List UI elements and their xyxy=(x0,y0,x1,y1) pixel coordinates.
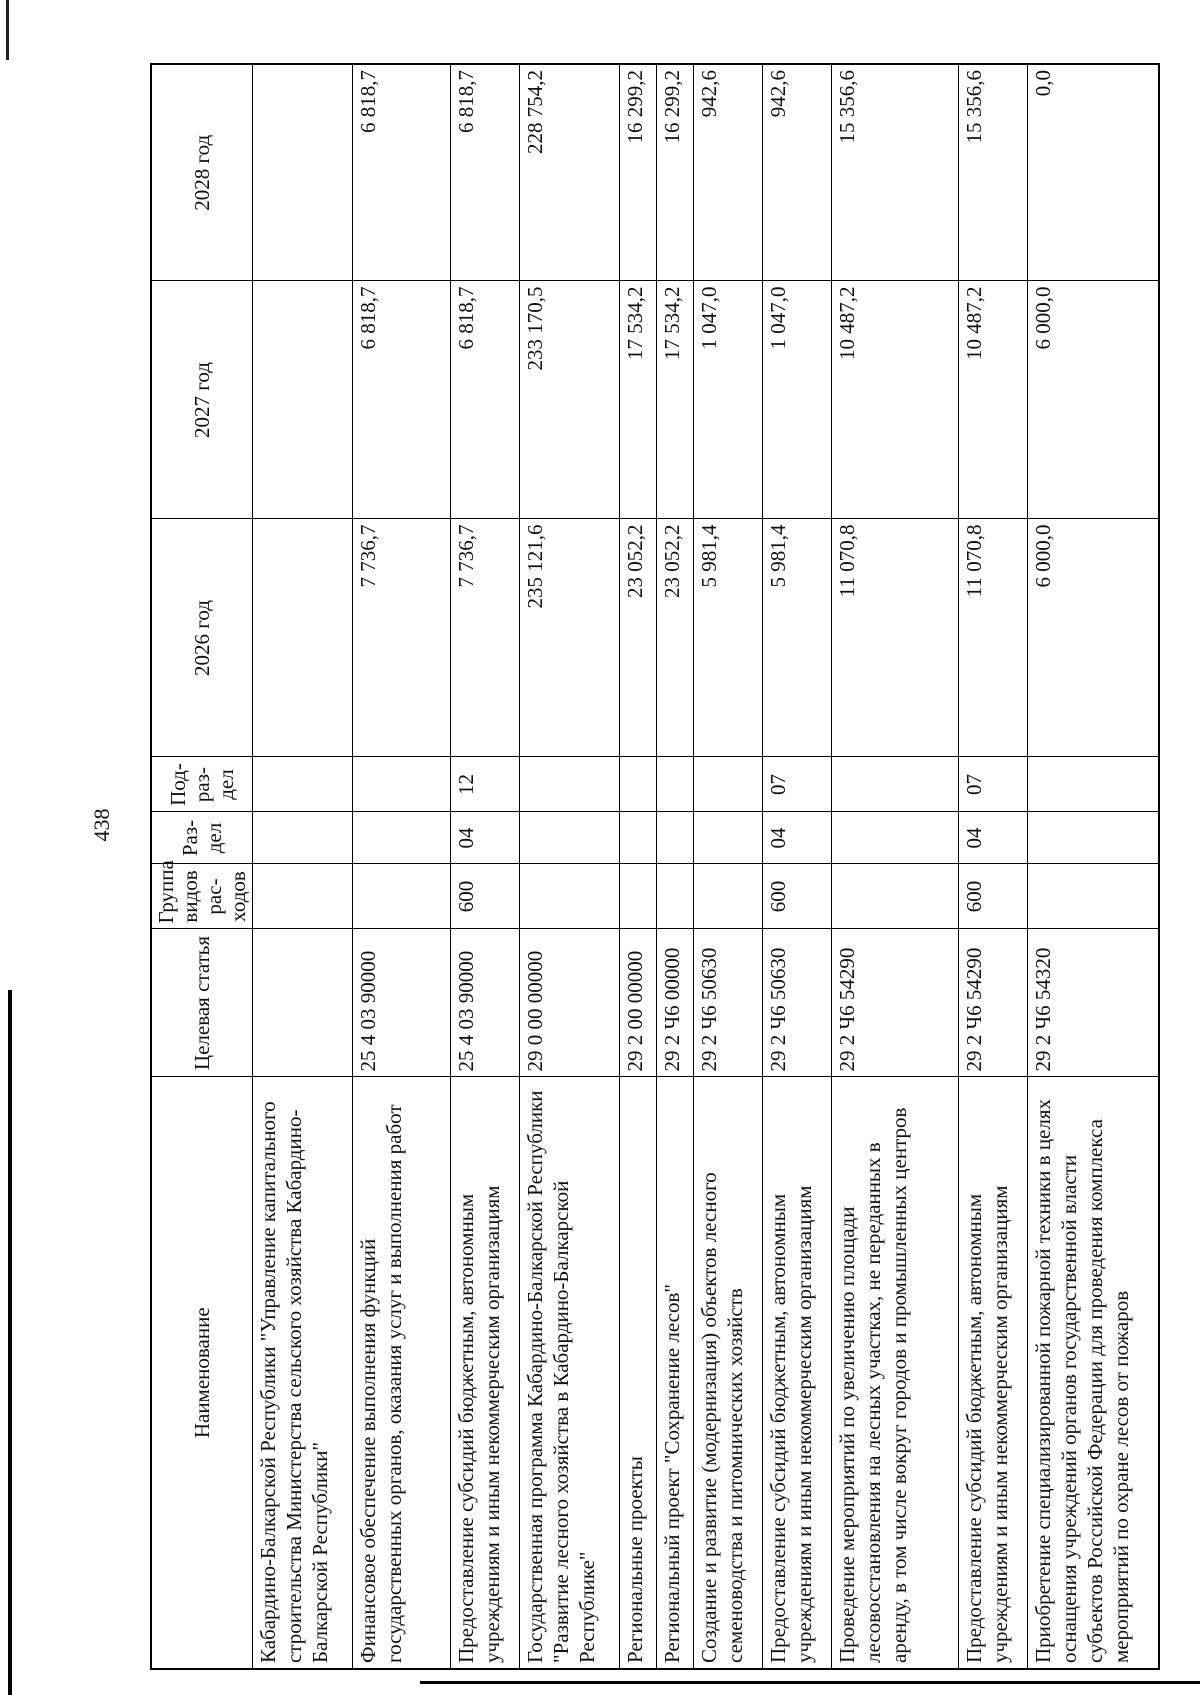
cell-name: Региональный проект "Сохранение лесов" xyxy=(657,1077,694,1669)
table-row xyxy=(253,64,353,1669)
table-row xyxy=(1027,64,1159,1669)
cell-target: 29 2 Ч6 54320 xyxy=(1027,929,1159,1077)
table-row xyxy=(959,64,1028,1669)
cell-name: Предоставление субсидий бюджетным, автономным учреждениям и иным некоммерческим организациям xyxy=(451,1077,520,1669)
cell-target: 25 4 03 90000 xyxy=(451,929,520,1077)
cell-2026: 23 052,2 xyxy=(657,519,694,757)
table-row xyxy=(694,64,763,1669)
header-target: Целевая статья xyxy=(151,929,253,1077)
header-section: Раз-дел xyxy=(151,812,253,864)
cell-subsection xyxy=(520,757,620,812)
cell-2026: 11 070,8 xyxy=(831,519,959,757)
cell-target xyxy=(253,929,353,1077)
cell-section xyxy=(831,812,959,864)
cell-target: 29 2 Ч6 00000 xyxy=(657,929,694,1077)
rotated-table-container xyxy=(150,65,1160,1670)
cell-section xyxy=(619,812,656,864)
cell-name: Приобретение специализированной пожарной техники в целях оснащения учреждений органов государственной власти субъектов Российской Федерации для проведения комплекса мероприятий по охране лесов от пожаров xyxy=(1027,1077,1159,1669)
cell-2026: 23 052,2 xyxy=(619,519,656,757)
cell-subsection xyxy=(253,757,353,812)
cell-section: 04 xyxy=(959,812,1028,864)
header-subsection: Под-раз-дел xyxy=(151,757,253,812)
cell-subsection xyxy=(1027,757,1159,812)
header-2027: 2027 год xyxy=(151,281,253,519)
cell-subsection xyxy=(619,757,656,812)
scan-edge-left xyxy=(8,990,12,1695)
cell-2027: 1 047,0 xyxy=(763,281,832,519)
cell-group: 600 xyxy=(451,864,520,929)
cell-section xyxy=(352,812,451,864)
cell-target: 29 2 Ч6 50630 xyxy=(694,929,763,1077)
cell-2028: 6 818,7 xyxy=(352,64,451,281)
table-body xyxy=(253,64,1160,1669)
cell-2027: 17 534,2 xyxy=(657,281,694,519)
cell-name: Государственная программа Кабардино-Балкарской Республики "Развитие лесного хозяйства в Кабардино-Балкарской Республике" xyxy=(520,1077,620,1669)
cell-2028 xyxy=(253,64,353,281)
cell-2026: 5 981,4 xyxy=(763,519,832,757)
cell-2027: 6 818,7 xyxy=(352,281,451,519)
table-row xyxy=(352,64,451,1669)
cell-2028: 0,0 xyxy=(1027,64,1159,281)
cell-2027: 6 000,0 xyxy=(1027,281,1159,519)
cell-2028: 15 356,6 xyxy=(959,64,1028,281)
cell-2028: 942,6 xyxy=(694,64,763,281)
cell-name: Кабардино-Балкарской Республики "Управление капитального строительства Министерства сельского хозяйства Кабардино-Балкарской Республики" xyxy=(253,1077,353,1669)
cell-2026: 7 736,7 xyxy=(352,519,451,757)
cell-2028: 16 299,2 xyxy=(657,64,694,281)
cell-name: Проведение мероприятий по увеличению площади лесовосстановления на лесных участках, не переданных в аренду, в том числе вокруг городов и промышленных центров xyxy=(831,1077,959,1669)
cell-subsection xyxy=(694,757,763,812)
scan-edge-bottom xyxy=(420,1681,1200,1684)
table-header-row xyxy=(151,64,253,1669)
cell-subsection xyxy=(352,757,451,812)
cell-target: 29 2 00 00000 xyxy=(619,929,656,1077)
budget-table xyxy=(150,63,1160,1670)
cell-subsection: 12 xyxy=(451,757,520,812)
header-2028: 2028 год xyxy=(151,64,253,281)
cell-2027: 233 170,5 xyxy=(520,281,620,519)
cell-2028: 16 299,2 xyxy=(619,64,656,281)
cell-section xyxy=(253,812,353,864)
cell-2028: 15 356,6 xyxy=(831,64,959,281)
cell-2027: 10 487,2 xyxy=(959,281,1028,519)
cell-group xyxy=(831,864,959,929)
cell-group: 600 xyxy=(763,864,832,929)
table-row xyxy=(451,64,520,1669)
cell-2026: 11 070,8 xyxy=(959,519,1028,757)
cell-subsection: 07 xyxy=(959,757,1028,812)
table-row xyxy=(763,64,832,1669)
cell-2027: 10 487,2 xyxy=(831,281,959,519)
cell-target: 29 2 Ч6 54290 xyxy=(831,929,959,1077)
cell-name: Финансовое обеспечение выполнения функций государственных органов, оказания услуг и выполнения работ xyxy=(352,1077,451,1669)
cell-section: 04 xyxy=(763,812,832,864)
cell-subsection xyxy=(831,757,959,812)
cell-section: 04 xyxy=(451,812,520,864)
cell-2027: 17 534,2 xyxy=(619,281,656,519)
cell-target: 29 0 00 00000 xyxy=(520,929,620,1077)
cell-section xyxy=(694,812,763,864)
cell-group xyxy=(619,864,656,929)
cell-subsection: 07 xyxy=(763,757,832,812)
cell-group: 600 xyxy=(959,864,1028,929)
cell-name: Предоставление субсидий бюджетным, автономным учреждениям и иным некоммерческим организациям xyxy=(959,1077,1028,1669)
cell-name: Предоставление субсидий бюджетным, автономным учреждениям и иным некоммерческим организациям xyxy=(763,1077,832,1669)
cell-target: 29 2 Ч6 50630 xyxy=(763,929,832,1077)
cell-name: Создание и развитие (модернизация) объектов лесного семеноводства и питомнических хозяйств xyxy=(694,1077,763,1669)
cell-group xyxy=(657,864,694,929)
cell-2026: 7 736,7 xyxy=(451,519,520,757)
cell-group xyxy=(253,864,353,929)
cell-section xyxy=(520,812,620,864)
cell-section xyxy=(657,812,694,864)
table-row xyxy=(657,64,694,1669)
cell-section xyxy=(1027,812,1159,864)
header-group: Группа видов рас-ходов xyxy=(151,864,253,929)
cell-subsection xyxy=(657,757,694,812)
cell-group xyxy=(352,864,451,929)
cell-2028: 6 818,7 xyxy=(451,64,520,281)
cell-group xyxy=(694,864,763,929)
cell-group xyxy=(1027,864,1159,929)
cell-name: Региональные проекты xyxy=(619,1077,656,1669)
header-2026: 2026 год xyxy=(151,519,253,757)
cell-2026: 235 121,6 xyxy=(520,519,620,757)
cell-2028: 942,6 xyxy=(763,64,832,281)
page-number: 438 xyxy=(89,808,114,842)
header-name: Наименование xyxy=(151,1077,253,1669)
table-row xyxy=(619,64,656,1669)
cell-2027: 6 818,7 xyxy=(451,281,520,519)
cell-2026: 5 981,4 xyxy=(694,519,763,757)
cell-2027 xyxy=(253,281,353,519)
cell-2027: 1 047,0 xyxy=(694,281,763,519)
cell-group xyxy=(520,864,620,929)
cell-target: 25 4 03 90000 xyxy=(352,929,451,1077)
cell-2026 xyxy=(253,519,353,757)
cell-target: 29 2 Ч6 54290 xyxy=(959,929,1028,1077)
table-row xyxy=(831,64,959,1669)
cell-2028: 228 754,2 xyxy=(520,64,620,281)
cell-2026: 6 000,0 xyxy=(1027,519,1159,757)
scan-edge-top xyxy=(6,0,9,60)
table-row xyxy=(520,64,620,1669)
